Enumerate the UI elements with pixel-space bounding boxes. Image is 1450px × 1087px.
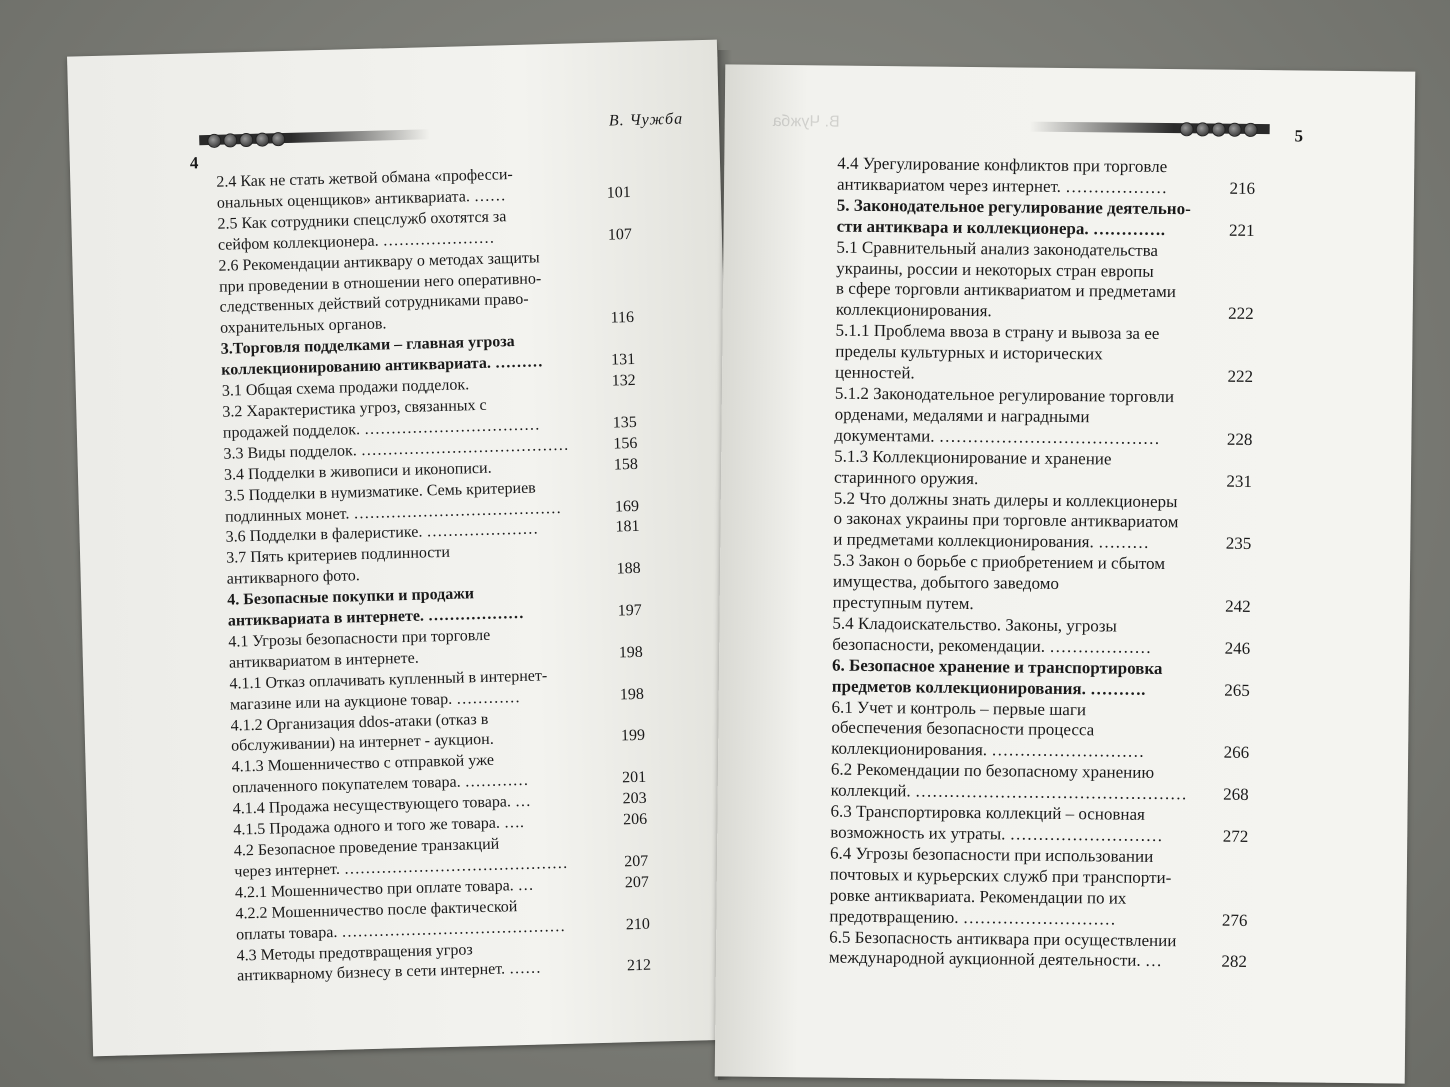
toc-entry-title: 5.1.1 Проблема ввоза в страну и вывоза за ее пределы культурных и исторических ценностей. [835,320,1160,383]
toc-entry-page: 107 [607,225,633,244]
toc-entry-title: 4.2 Безопасное проведение транзакций через интернет. …………………………………… [233,835,568,881]
toc-entry-page: 135 [612,413,638,432]
coin-icon [1196,123,1210,137]
coin-icon [1212,123,1226,137]
header-coins-ornament [1180,120,1260,137]
toc-entry-page: 197 [617,601,642,620]
toc-entry-page: 181 [615,518,640,536]
toc-entry-title: 3.5 Подделки в нумизматике. Семь критериев подлинных монет. ………………………………… [224,479,562,526]
toc-entry [834,446,1252,492]
table-of-contents-left [216,162,651,988]
right-page [715,64,1416,1083]
toc-entry [832,655,1250,701]
toc-entry-title: 2.5 Как сотрудники спецслужб охотятся за сейфом коллекционера. ………………… [217,208,507,254]
toc-entry-title: 3.4 Подделки в живописи и иконописи. [223,459,492,484]
page-number: 4 [189,153,199,173]
toc-entry-page: 272 [1222,826,1249,846]
toc-entry-title: 5.3 Закон о борьбе с приобретением и сбытом имущества, добытого заведомо преступным путем. [832,550,1166,614]
toc-entry-title: 5.1.3 Коллекционирование и хранение старинного оружия. [833,446,1112,488]
toc-entry-page: 206 [622,810,648,829]
running-head: В. Чужба [608,110,684,130]
toc-entry-page: 158 [613,455,639,474]
toc-entry [830,802,1248,848]
toc-entry [832,614,1250,660]
toc-entry-page: 242 [1225,596,1251,616]
toc-entry-title: 6.1 Учет и контроль – первые шаги обеспечения безопасности процесса коллекционирования. ……………………… [831,697,1145,762]
coin-icon [255,133,269,147]
toc-entry-page: 268 [1223,784,1249,805]
toc-entry-title: 4.1.5 Продажа одного и того же товара. …. [233,814,525,839]
toc-entry-page: 221 [1229,220,1255,240]
toc-entry-title: 4.1.3 Мошенничество с отправкой уже оплаченного покупателем товара. ………… [231,752,529,797]
coin-icon [1228,123,1242,137]
toc-entry-page: 201 [621,769,647,787]
toc-entry-page: 131 [610,351,636,369]
coin-icon [207,134,221,148]
toc-entry-page: 188 [616,560,641,578]
toc-entry-title: 4.1.1 Отказ оплачивать купленный в интернет- магазине или на аукционе товар. ………… [229,667,548,714]
page-number: 5 [1294,126,1304,146]
toc-entry-title: 6.2 Рекомендации по безопасному хранению коллекций. ………………………………………… [830,759,1188,804]
toc-entry-page: 156 [613,434,638,453]
toc-entry-page: 276 [1221,910,1248,930]
toc-entry [831,697,1250,764]
coin-icon [1244,123,1258,137]
toc-entry-page: 198 [619,685,645,704]
toc-entry-page: 231 [1226,471,1253,491]
coin-icon [223,134,237,148]
toc-entry [829,843,1248,931]
toc-entry-page: 222 [1227,366,1254,387]
toc-entry-title: 3.3 Виды подделок. ………………………………… [223,436,569,463]
toc-entry-page: 199 [620,727,646,745]
toc-entry-title: 4.3 Методы предотвращения угроз антикварному бизнесу в сети интернет. …… [236,940,542,985]
toc-entry-title: 5.2 Что должны знать дилеры и коллекционеры о законах украины при торговле антиквариатом и предметами коллекционирования. ……… [833,488,1179,553]
toc-entry-page: 101 [606,183,631,202]
show-through-running-head: В. Чужба [772,112,840,131]
toc-entry [833,488,1252,555]
toc-entry-title: 4.2.1 Мошенничество при оплате товара. … [234,876,534,902]
toc-entry-page: 235 [1225,533,1252,554]
toc-entry-page: 266 [1223,743,1250,763]
toc-entry-page: 265 [1224,680,1250,700]
toc-entry-title: 3.6 Подделки в фалеристике. ………………… [225,520,539,547]
toc-entry-page: 207 [624,873,650,892]
header-coins-ornament [207,130,287,148]
toc-entry-title: 5. Законодательное регулирование деятельно- сти антиквара и коллекционера. …………. [836,195,1191,239]
toc-entry-title: 5.1 Сравнительный анализ законодательства украины, россии и некоторых стран европы в сфере торговли антиквариатом и предметами коллекционирования. [835,237,1176,321]
toc-entry-title: 2.4 Как не стать жетвой обмана «професси- ональных оценщиков» антиквариата. …… [216,166,513,212]
toc-entry-title: 3.1 Общая схема продажи подделок. [221,376,470,400]
toc-entry [218,246,634,340]
toc-entry [829,927,1247,973]
toc-entry-page: 210 [625,915,651,933]
table-of-contents-right [829,154,1256,974]
toc-entry-title: 6.5 Безопасность антиквара при осуществлении международной аукционной деятельности. … [828,927,1177,971]
coin-icon [271,132,285,146]
toc-entry-page: 222 [1228,304,1254,324]
toc-entry-title: 3.Торговля подделками – главная угроза коллекционированию антиквариата. ……… [220,333,544,379]
toc-entry-page: 282 [1221,952,1248,972]
toc-entry-title: 2.6 Рекомендации антиквару о методах защиты при проведении в отношении него оперативно- следственных действий сотрудниками право- охранительных органов. [218,249,542,338]
toc-entry-page: 132 [611,371,636,390]
toc-entry-page: 169 [614,497,640,515]
toc-entry-title: 6. Безопасное хранение и транспортировка предметов коллекционирования. ………. [831,655,1163,699]
toc-entry [831,760,1249,806]
left-page [67,40,743,1057]
coin-icon [239,133,253,147]
toc-entry-page: 216 [1229,178,1256,198]
toc-entry-title: 5.4 Кладоискательство. Законы, угрозы безопасности, рекомендации. ……………… [832,613,1152,657]
toc-entry-title: 4.1.2 Организация ddos-атаки (отказ в обслуживании) на интернет - аукцион. [230,710,494,756]
toc-entry [837,154,1255,200]
toc-entry [836,237,1255,325]
toc-entry-title: 5.1.2 Законодательное регулирование торговли орденами, медалями и наградными документами. ………………………………… [834,383,1175,448]
toc-entry-page: 198 [618,643,644,662]
toc-entry-page: 228 [1226,429,1253,449]
toc-entry [835,321,1254,388]
toc-entry-title: 4.1.4 Продажа несуществующего товара. … [232,792,532,818]
toc-entry-page: 246 [1224,638,1251,658]
coin-icon [1180,123,1194,137]
toc-entry [833,551,1252,618]
toc-entry-page: 116 [610,309,635,327]
toc-entry-title: 4.4 Урегулирование конфликтов при торговле антиквариатом через интернет. ……………… [836,153,1168,197]
toc-entry-title: 4.1 Угрозы безопасности при торговле антиквариатом в интернете. [228,626,491,672]
toc-entry [837,195,1255,241]
toc-entry-title: 4.2.2 Мошенничество после фактической оплаты товара. …………………………………… [235,897,566,944]
toc-entry-title: 6.3 Транспортировка коллекций – основная возможность их утраты. ……………………… [830,801,1163,846]
toc-entry [834,384,1253,451]
toc-entry-title: 3.7 Пять критериев подлинности антикварного фото. [225,544,451,588]
toc-entry-page: 203 [622,789,647,808]
toc-entry-page: 207 [624,852,649,871]
toc-entry-title: 3.2 Характеристика угроз, связанных с продажей подделок. …………………………… [222,396,541,442]
toc-entry-title: 6.4 Угрозы безопасности при использовании почтовых и курьерских служб при транспорти- ровке антиквариата. Рекомендации по их предотвращению. ……………………… [829,843,1172,929]
toc-entry-title: 4. Безопасные покупки и продажи антиквариата в интернете. ……………… [227,585,525,630]
toc-entry-page: 212 [626,957,652,975]
